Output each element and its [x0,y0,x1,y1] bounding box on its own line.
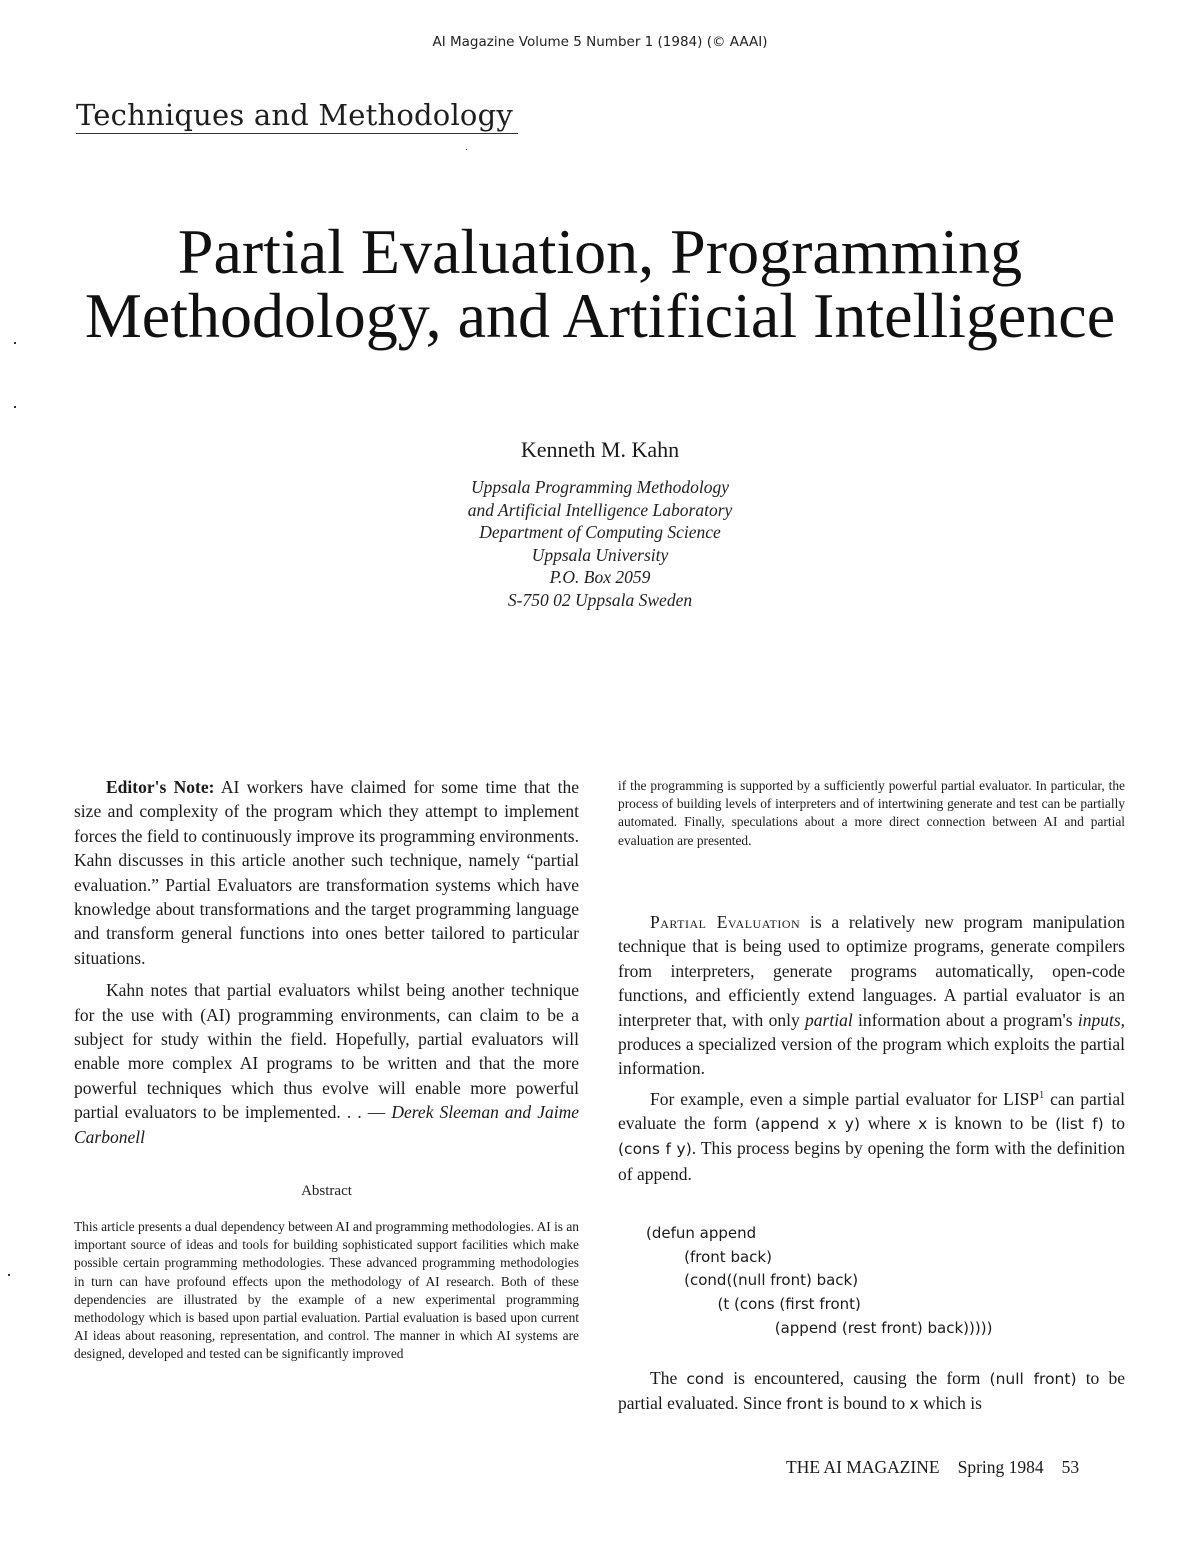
section-underline [76,133,518,134]
abstract-text-right: if the programming is supported by a sufficiently powerful partial evaluator. In particular, the process of building levels of interpreters and of intertwining generate and test can be partially automated. Finally, speculations about a more direct connection between AI and partial evaluation are presented. [618,778,1125,848]
body-paragraph-3 [618,1366,1125,1417]
body-text-run: where [860,1113,919,1134]
editors-note [74,775,579,1149]
body-paragraph-2 [618,1084,1125,1186]
abstract-text-left: This article presents a dual dependency between AI and programming methodologies. AI is an important source of ideas and tools for building sophisticated support facilities which make possible certain programming methodologies. These advanced programming methodologies in turn can have profound effects upon the methodology of AI research. Both of these dependencies are illustrated by the example of a new experimental programming methodology which is based upon partial evaluation. Partial evaluation is based upon current AI ideas about reasoning, representation, and control. The manner in which AI systems are designed, developed and tested can be significantly improved [74,1219,579,1362]
inline-code: (cons f y) [618,1140,692,1159]
scan-speck [8,1274,10,1276]
inline-code: front [786,1395,823,1414]
affiliation-line: Uppsala University [531,544,669,565]
page-footer [786,1457,1079,1478]
editors-note-paragraph-1 [74,775,579,970]
code-line: (cond((null front) back) [646,1271,859,1290]
body-text-run: to be partial evaluated. Since [618,1368,1125,1414]
journal-citation: AI Magazine Volume 5 Number 1 (1984) (© AAAI) [432,34,768,50]
page-number: 53 [1061,1457,1080,1477]
code-block [646,1222,992,1341]
editors-note-signature: Derek Sleeman and Jaime Carbonell [74,1102,580,1147]
body-text-run: , produces a specialized version of the program which exploits the partial information. [618,1009,1126,1079]
body-text-run: is known to be [927,1113,1056,1134]
code-line: (append (rest front) back))))) [646,1318,993,1337]
author-affiliation [0,476,1200,612]
body-text-run: which is [918,1393,982,1414]
code-line: (defun append [646,1224,757,1242]
affiliation-line: Department of Computing Science [479,522,721,543]
body-emphasis: partial [805,1009,853,1030]
footer-magazine: THE AI MAGAZINE [786,1457,940,1477]
affiliation-line: and Artificial Intelligence Laboratory [467,499,733,520]
code-line: (front back) [646,1247,772,1266]
scan-speck [14,406,16,408]
inline-code: x [918,1115,928,1134]
title-line-2: Methodology, and Artificial Intelligence [84,280,1116,351]
footer-issue: Spring 1984 [957,1457,1044,1477]
author-name: Kenneth M. Kahn [520,437,680,462]
body-text-run: is bound to [823,1393,910,1414]
title-line-1: Partial Evaluation, Programming [177,216,1023,287]
scan-speck [466,149,467,150]
body-emphasis: inputs [1077,1009,1121,1030]
body-text-run: can partial evaluate the form [618,1088,1126,1134]
code-line: (t (cons (first front) [646,1295,861,1314]
editors-note-label: Editor's Note: [106,777,215,797]
scan-speck [14,342,16,344]
footnote-marker: 1 [1039,1089,1045,1101]
inline-code: (list f) [1055,1115,1104,1134]
affiliation-line: P.O. Box 2059 [549,567,651,588]
editors-note-text: AI workers have claimed for some time that the size and complexity of the program which they attempt to implement forces the field to continuously improve its programming environments. Kahn discusses in this article another such technique, namely “partial evaluation.” Partial Evaluators are transformation systems which have knowledge about transformations and the target programming language and transform general functions into ones better tailored to particular situations. [74,777,579,968]
body-text-run: to [1103,1113,1125,1134]
inline-code: x [909,1395,919,1414]
inline-code: (null front) [989,1370,1077,1388]
body-text-run: The [650,1368,687,1388]
inline-code: cond [686,1370,725,1388]
body-text-run: is a relatively new program manipulation technique that is being used to optimize programs, generate compilers from interpreters, generate programs automatically, open-code functions, and efficiently extend languages. A partial evaluator is an interpreter that, with only [618,912,1125,1030]
section-label: Techniques and Methodology [76,98,513,132]
body-text-run: For example, even a simple partial evaluator for LISP [650,1088,1040,1109]
article-title [60,216,1140,351]
affiliation-line: Uppsala Programming Methodology [471,477,729,497]
body-text-run: is encountered, causing the form [724,1368,990,1388]
editors-note-text-2: Kahn notes that partial evaluators whilst being another technique for the use with (AI) programming environments, can claim to be a subject for study within the field. Hopefully, partial evaluators will enable more complex AI programs to be written and that the more powerful techniques which thus evolve will enable more powerful partial evaluators to be implemented. . . — [74,980,579,1123]
body-text [618,910,1125,1186]
body-text-run: information about a program's [852,1009,1078,1030]
affiliation-line: S-750 02 Uppsala Sweden [507,589,693,610]
body-text-run: . This process begins by opening the form with the definition of append. [618,1138,1126,1184]
lead-in: Partial Evaluation [650,912,801,932]
abstract-heading: Abstract [301,1183,352,1199]
inline-code: (append x y) [754,1115,861,1134]
body-paragraph-1 [618,910,1125,1081]
editors-note-paragraph-2 [74,978,579,1149]
